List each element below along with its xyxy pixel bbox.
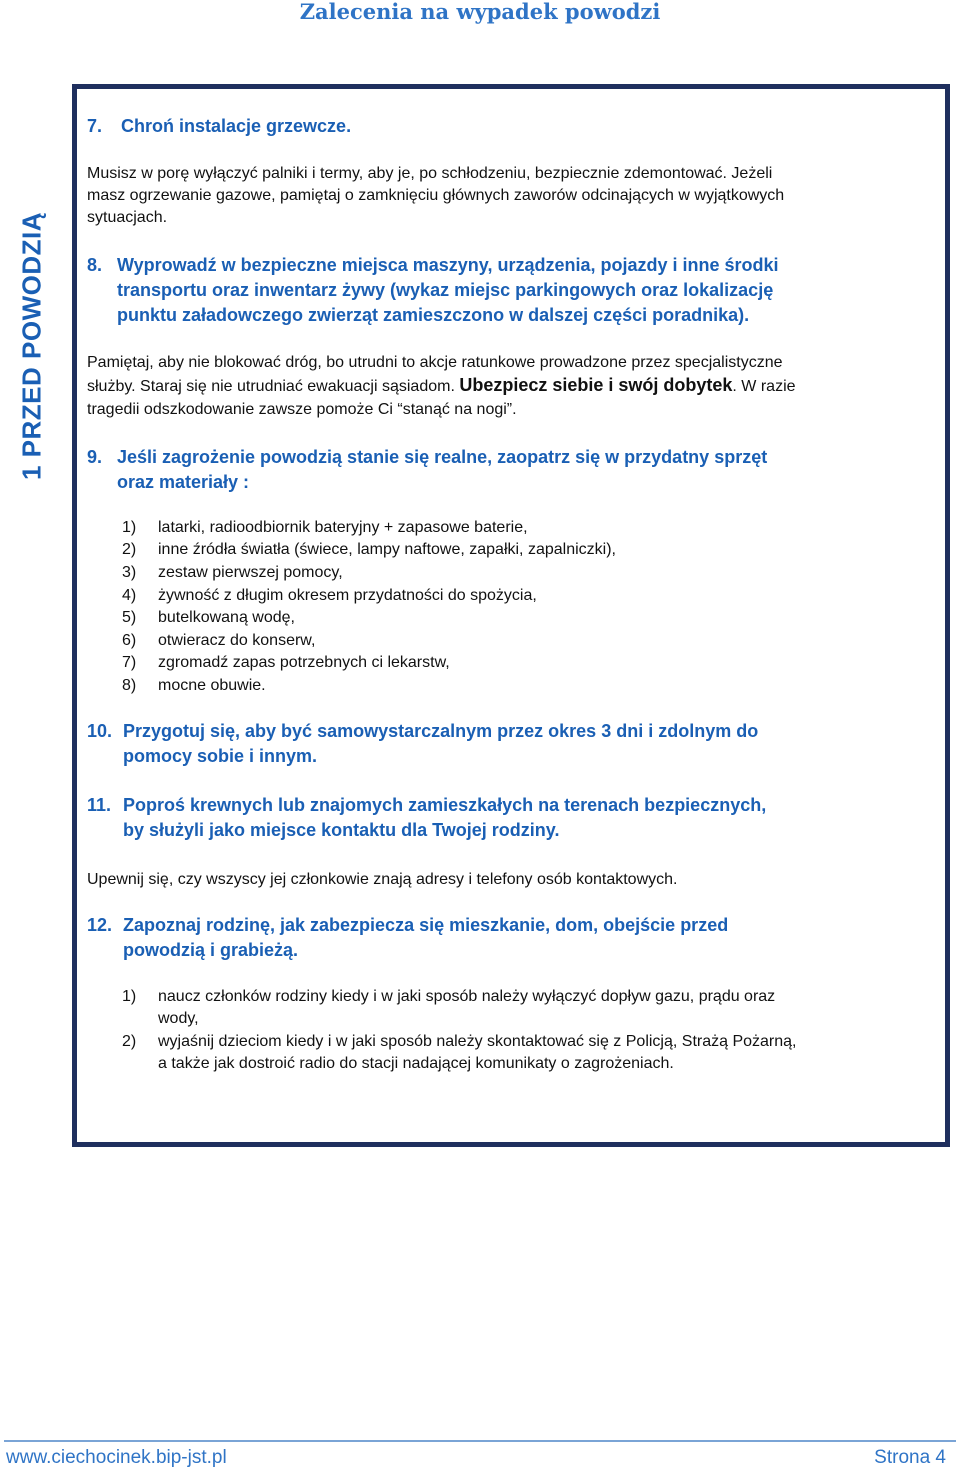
list-item-text: otwieracz do konserw, bbox=[158, 632, 316, 649]
list-item-text: butelkowaną wodę, bbox=[158, 609, 295, 626]
paragraph-text: służby. Staraj się nie utrudniać ewakuacji sąsiadom. bbox=[87, 378, 460, 395]
list-item-number: 6) bbox=[122, 632, 137, 649]
footer-website-link[interactable]: www.ciechocinek.bip-jst.pl bbox=[6, 1447, 227, 1468]
list-item-number: 5) bbox=[122, 609, 137, 626]
list-item-number: 2) bbox=[122, 1033, 137, 1050]
list-item-text bbox=[158, 1031, 797, 1075]
section-12-heading bbox=[87, 913, 937, 965]
list-item-number: 1) bbox=[122, 988, 137, 1005]
paragraph-line: Musisz w porę wyłączyć palniki i termy, aby je, po schłodzeniu, bezpiecznie zdemontować. Jeżeli bbox=[87, 165, 773, 182]
section-7-paragraph bbox=[87, 163, 947, 229]
section-10-number: 10. bbox=[87, 721, 113, 741]
page-title: Zalecenia na wypadek powodzi bbox=[299, 0, 661, 24]
footer-page-number: Strona 4 bbox=[874, 1447, 946, 1468]
list-item-number: 3) bbox=[122, 564, 137, 581]
section-12-title bbox=[123, 913, 728, 963]
emphasis-text: Ubezpiecz siebie i swój dobytek bbox=[459, 375, 733, 395]
list-item-text: mocne obuwie. bbox=[158, 677, 266, 694]
heading-line: transportu oraz inwentarz żywy (wykaz miejsc parkingowych oraz lokalizację bbox=[117, 280, 774, 300]
list-item-number: 7) bbox=[122, 654, 137, 671]
list-item-number: 4) bbox=[122, 587, 137, 604]
section-8-paragraph bbox=[87, 351, 947, 421]
section-8-number: 8. bbox=[87, 255, 103, 275]
paragraph-line bbox=[87, 374, 947, 398]
section-7-heading bbox=[87, 114, 927, 139]
heading-line: Jeśli zagrożenie powodzią stanie się realne, zaopatrz się w przydatny sprzęt bbox=[117, 447, 768, 467]
list-item-number: 2) bbox=[122, 541, 137, 558]
heading-line: powodzią i grabieżą. bbox=[123, 940, 299, 960]
list-item-line: a także jak dostroić radio do stacji nadającej komunikaty o zagrożeniach. bbox=[158, 1055, 674, 1072]
paragraph-line: masz ogrzewanie gazowe, pamiętaj o zamknięciu głównych zaworów odcinających w wyjątkowych bbox=[87, 187, 785, 204]
list-item-number: 8) bbox=[122, 677, 137, 694]
heading-line: Zapoznaj rodzinę, jak zabezpiecza się mieszkanie, dom, obejście przed bbox=[123, 915, 729, 935]
paragraph-line: sytuacjach. bbox=[87, 209, 168, 226]
list-item-text: latarki, radioodbiornik bateryjny + zapasowe baterie, bbox=[158, 519, 528, 536]
list-item-text: inne źródła światła (świece, lampy naftowe, zapałki, zapalniczki), bbox=[158, 541, 616, 558]
section-11-heading bbox=[87, 793, 937, 845]
heading-line: by służyli jako miejsce kontaktu dla Twojej rodziny. bbox=[123, 820, 560, 840]
paragraph-text: . W razie bbox=[732, 378, 796, 395]
heading-line: Wyprowadź w bezpieczne miejsca maszyny, urządzenia, pojazdy i inne środki bbox=[117, 255, 779, 275]
side-section-label-text: 1 PRZED POWODZIĄ bbox=[16, 211, 47, 481]
section-11-title bbox=[123, 793, 766, 843]
section-10-title bbox=[123, 719, 758, 769]
footer-divider bbox=[4, 1440, 956, 1442]
section-8-heading bbox=[87, 253, 937, 331]
heading-line: punktu załadowczego zwierząt zamieszczono w dalszej części poradnika). bbox=[117, 305, 750, 325]
section-11-paragraph: Upewnij się, czy wszyscy jej członkowie znają adresy i telefony osób kontaktowych. bbox=[87, 871, 678, 888]
list-item-text: zestaw pierwszej pomocy, bbox=[158, 564, 343, 581]
section-8-title bbox=[117, 253, 779, 328]
list-item-line: wody, bbox=[158, 1010, 199, 1027]
section-9-title bbox=[117, 445, 767, 495]
paragraph-line: tragedii odszkodowanie zawsze pomoże Ci “stanąć na nogi”. bbox=[87, 401, 517, 418]
section-9-number: 9. bbox=[87, 447, 103, 467]
list-item-text bbox=[158, 986, 775, 1030]
list-item-text: zgromadź zapas potrzebnych ci lekarstw, bbox=[158, 654, 450, 671]
list-item-line: naucz członków rodziny kiedy i w jaki sposób należy wyłączyć dopływ gazu, prądu oraz bbox=[158, 988, 776, 1005]
paragraph-line: Pamiętaj, aby nie blokować dróg, bo utrudni to akcje ratunkowe prowadzone przez specjalistyczne bbox=[87, 354, 783, 371]
heading-line: Poproś krewnych lub znajomych zamieszkałych na terenach bezpiecznych, bbox=[123, 795, 767, 815]
section-12-number: 12. bbox=[87, 915, 113, 935]
list-item-text: żywność z długim okresem przydatności do spożycia, bbox=[158, 587, 537, 604]
heading-line: oraz materiały : bbox=[117, 472, 250, 492]
list-item-number: 1) bbox=[122, 519, 137, 536]
heading-line: pomocy sobie i innym. bbox=[123, 746, 318, 766]
section-9-heading bbox=[87, 445, 937, 497]
section-10-heading bbox=[87, 719, 937, 771]
heading-line: Przygotuj się, aby być samowystarczalnym przez okres 3 dni i zdolnym do bbox=[123, 721, 759, 741]
section-7-number: 7. bbox=[87, 116, 103, 136]
list-item-line: wyjaśnij dzieciom kiedy i w jaki sposób należy skontaktować się z Policją, Strażą Pożarną, bbox=[158, 1033, 797, 1050]
section-11-number: 11. bbox=[87, 795, 112, 815]
section-7-title: Chroń instalacje grzewcze. bbox=[121, 116, 352, 136]
